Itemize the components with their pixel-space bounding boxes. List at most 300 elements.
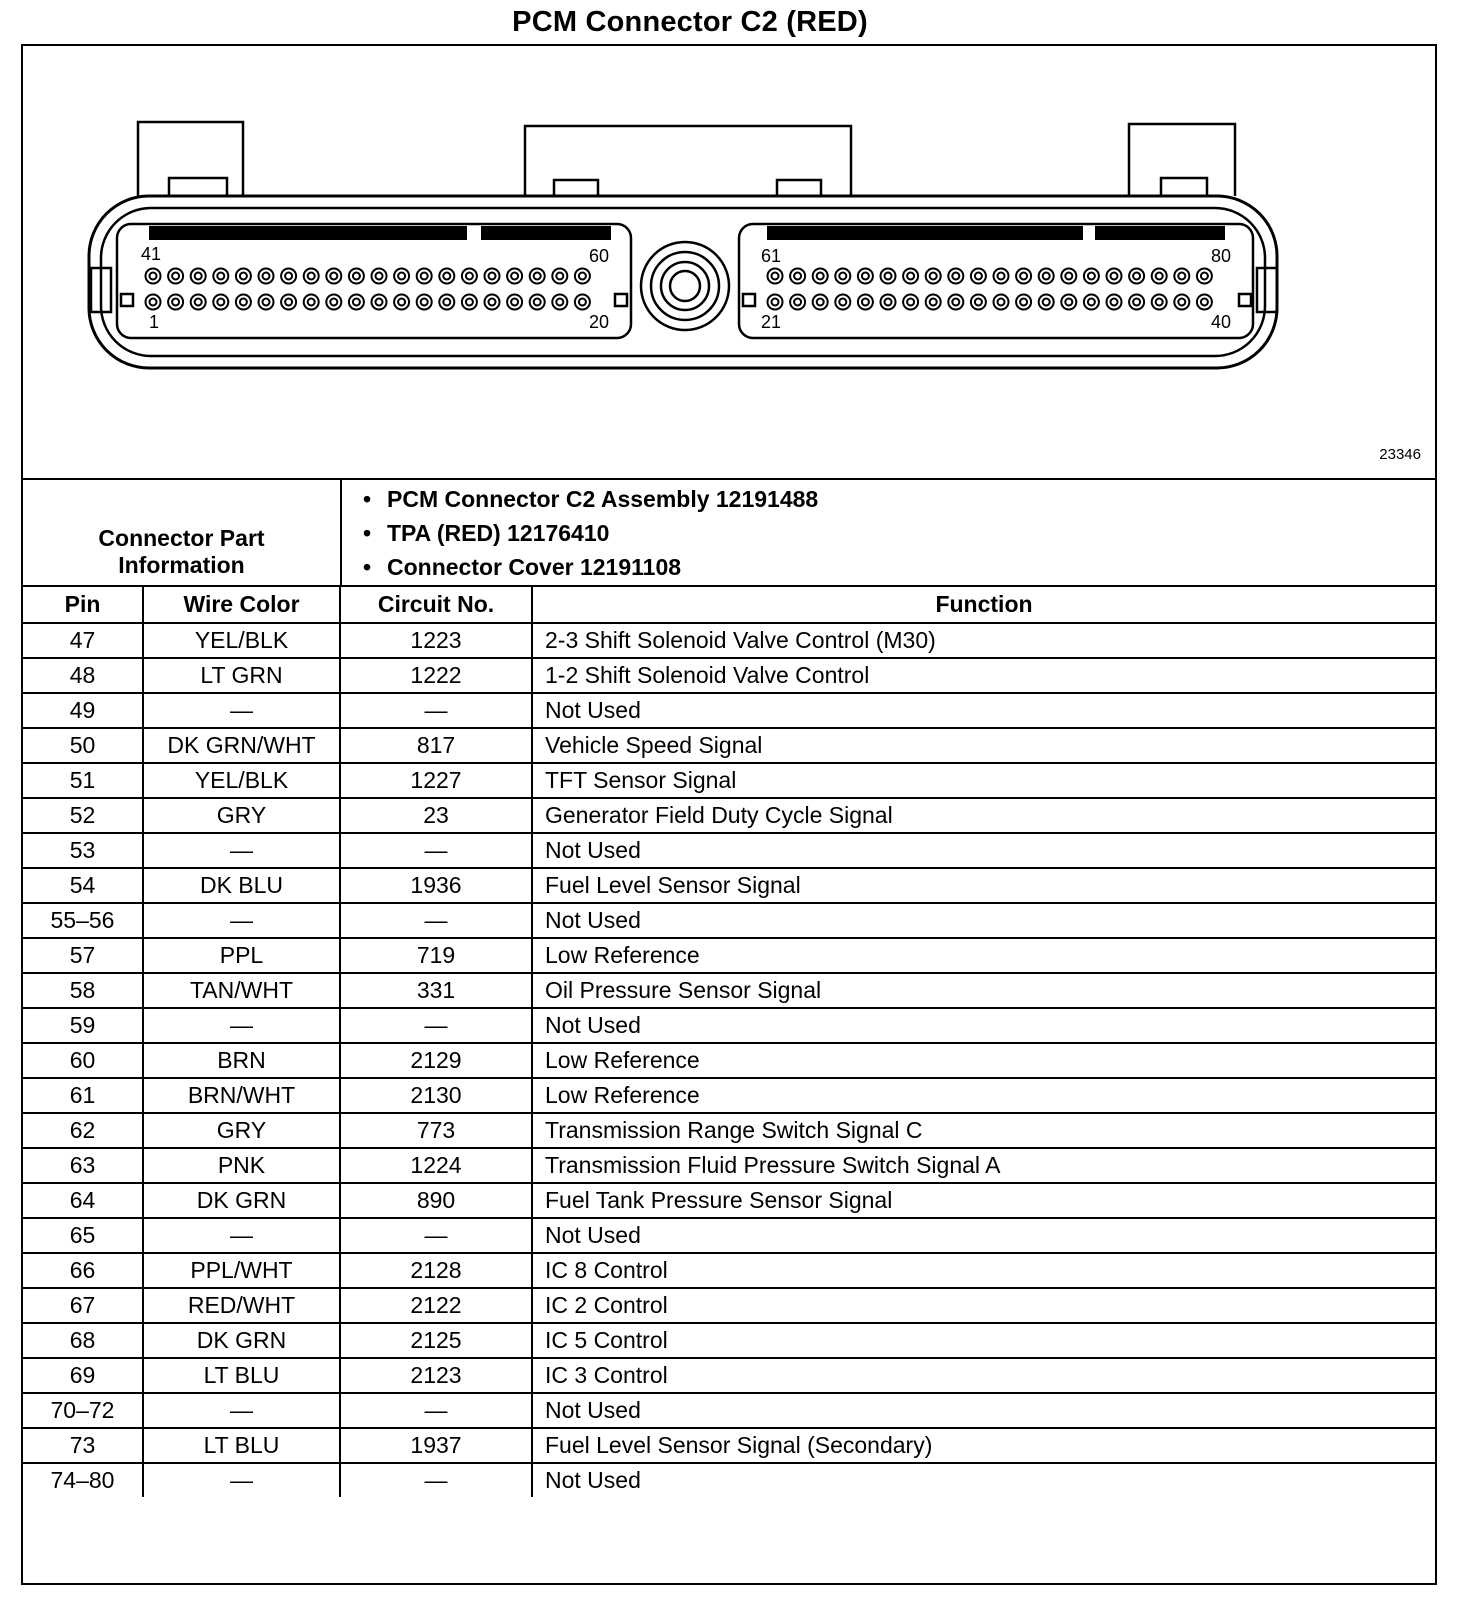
pin-cell: 57 bbox=[23, 938, 143, 973]
pin-hole-center bbox=[443, 299, 450, 306]
pin-label-21: 21 bbox=[761, 312, 782, 332]
pin-hole bbox=[530, 295, 545, 310]
pin-hole-center bbox=[1043, 273, 1050, 280]
pin-cell: 54 bbox=[23, 868, 143, 903]
pin-hole bbox=[507, 295, 522, 310]
pin-label-60: 60 bbox=[589, 246, 610, 266]
pin-hole-center bbox=[263, 299, 270, 306]
circuit-cell: 2129 bbox=[340, 1043, 532, 1078]
pin-hole-center bbox=[952, 299, 959, 306]
pin-hole-center bbox=[579, 273, 586, 280]
function-cell: Fuel Level Sensor Signal bbox=[532, 868, 1435, 903]
pin-holes bbox=[146, 269, 1212, 310]
pin-hole-center bbox=[534, 273, 541, 280]
pin-cell: 65 bbox=[23, 1218, 143, 1253]
jack-screw-core bbox=[670, 271, 700, 301]
table-row bbox=[23, 1008, 1435, 1043]
pin-label-61: 61 bbox=[761, 246, 782, 266]
pin-hole-center bbox=[443, 273, 450, 280]
pin-cell: 59 bbox=[23, 1008, 143, 1043]
pin-hole-center bbox=[975, 273, 982, 280]
pin-hole bbox=[926, 269, 941, 284]
circuit-cell: 719 bbox=[340, 938, 532, 973]
table-header-row bbox=[23, 586, 1435, 623]
jack-screw-inner bbox=[661, 262, 709, 310]
pin-hole bbox=[259, 295, 274, 310]
pin-hole-center bbox=[150, 273, 157, 280]
circuit-cell: 2123 bbox=[340, 1358, 532, 1393]
table-row bbox=[23, 798, 1435, 833]
pin-hole bbox=[552, 269, 567, 284]
pin-cell: 62 bbox=[23, 1113, 143, 1148]
pin-hole bbox=[1061, 295, 1076, 310]
pin-hole bbox=[349, 269, 364, 284]
pin-hole bbox=[462, 269, 477, 284]
circuit-cell: 2125 bbox=[340, 1323, 532, 1358]
pin-cell: 51 bbox=[23, 763, 143, 798]
connector-part-list bbox=[363, 482, 818, 584]
pin-hole-center bbox=[998, 299, 1005, 306]
right-bar-short bbox=[1095, 226, 1225, 240]
pin-hole-center bbox=[930, 273, 937, 280]
pin-hole-center bbox=[1111, 299, 1118, 306]
circuit-cell: — bbox=[340, 1393, 532, 1428]
function-cell: IC 5 Control bbox=[532, 1323, 1435, 1358]
pin-hole-center bbox=[150, 299, 157, 306]
pin-hole bbox=[1174, 269, 1189, 284]
pin-label-80: 80 bbox=[1211, 246, 1232, 266]
pin-hole bbox=[948, 269, 963, 284]
pin-cell: 69 bbox=[23, 1358, 143, 1393]
pin-hole bbox=[1039, 269, 1054, 284]
pin-hole-center bbox=[1156, 299, 1163, 306]
pin-cell: 49 bbox=[23, 693, 143, 728]
pin-hole bbox=[281, 295, 296, 310]
pin-hole-center bbox=[308, 299, 315, 306]
pin-hole-center bbox=[421, 299, 428, 306]
connector-housing-outer bbox=[89, 196, 1277, 368]
wire-color-cell: LT BLU bbox=[143, 1428, 340, 1463]
pin-hole bbox=[485, 269, 500, 284]
pin-hole bbox=[372, 269, 387, 284]
function-cell: Not Used bbox=[532, 1218, 1435, 1253]
pin-hole-center bbox=[930, 299, 937, 306]
wire-color-cell: RED/WHT bbox=[143, 1288, 340, 1323]
pin-hole bbox=[326, 295, 341, 310]
pin-hole bbox=[1016, 295, 1031, 310]
pin-hole bbox=[259, 269, 274, 284]
pin-hole-center bbox=[862, 299, 869, 306]
table-row bbox=[23, 1358, 1435, 1393]
pin-hole bbox=[168, 295, 183, 310]
pin-hole bbox=[835, 269, 850, 284]
function-cell: 1-2 Shift Solenoid Valve Control bbox=[532, 658, 1435, 693]
pin-hole bbox=[994, 269, 1009, 284]
pin-hole bbox=[926, 295, 941, 310]
pin-hole-center bbox=[353, 299, 360, 306]
pin-hole-center bbox=[1111, 273, 1118, 280]
circuit-cell: — bbox=[340, 903, 532, 938]
pin-hole bbox=[1174, 295, 1189, 310]
pin-cell: 63 bbox=[23, 1148, 143, 1183]
circuit-cell: 23 bbox=[340, 798, 532, 833]
function-cell: Low Reference bbox=[532, 1078, 1435, 1113]
pin-hole-center bbox=[172, 299, 179, 306]
pin-hole bbox=[213, 295, 228, 310]
pin-cell: 52 bbox=[23, 798, 143, 833]
pin-hole-center bbox=[975, 299, 982, 306]
table-row bbox=[23, 833, 1435, 868]
wire-color-cell: — bbox=[143, 1008, 340, 1043]
connector-diagram-panel bbox=[23, 46, 1435, 480]
pin-hole-center bbox=[839, 299, 846, 306]
wire-color-cell: PPL/WHT bbox=[143, 1253, 340, 1288]
info-label-line1: Connector Part bbox=[98, 525, 265, 551]
circuit-cell: 2128 bbox=[340, 1253, 532, 1288]
pin-hole-center bbox=[794, 273, 801, 280]
table-row bbox=[23, 1078, 1435, 1113]
pin-hole bbox=[575, 295, 590, 310]
pin-cell: 58 bbox=[23, 973, 143, 1008]
pin-hole-center bbox=[794, 299, 801, 306]
table-row bbox=[23, 1428, 1435, 1463]
pin-label-40: 40 bbox=[1211, 312, 1232, 332]
circuit-cell: — bbox=[340, 1008, 532, 1043]
function-cell: IC 3 Control bbox=[532, 1358, 1435, 1393]
wire-color-cell: PPL bbox=[143, 938, 340, 973]
pin-hole bbox=[349, 295, 364, 310]
pin-hole-center bbox=[952, 273, 959, 280]
left-bar-long bbox=[149, 226, 467, 240]
function-cell: Vehicle Speed Signal bbox=[532, 728, 1435, 763]
table-row bbox=[23, 1148, 1435, 1183]
pin-hole bbox=[304, 269, 319, 284]
function-cell: Not Used bbox=[532, 1393, 1435, 1428]
function-cell: Transmission Fluid Pressure Switch Signal A bbox=[532, 1148, 1435, 1183]
pin-hole bbox=[881, 295, 896, 310]
function-cell: Generator Field Duty Cycle Signal bbox=[532, 798, 1435, 833]
pin-hole-center bbox=[195, 273, 202, 280]
circuit-cell: 890 bbox=[340, 1183, 532, 1218]
wire-color-cell: GRY bbox=[143, 1113, 340, 1148]
pin-hole bbox=[1039, 295, 1054, 310]
pin-hole bbox=[835, 295, 850, 310]
pin-hole bbox=[1197, 295, 1212, 310]
pin-hole bbox=[1016, 269, 1031, 284]
pin-hole-center bbox=[1020, 273, 1027, 280]
pin-cell: 50 bbox=[23, 728, 143, 763]
center-latch bbox=[525, 126, 851, 196]
function-cell: Fuel Level Sensor Signal (Secondary) bbox=[532, 1428, 1435, 1463]
pin-cell: 66 bbox=[23, 1253, 143, 1288]
table-row bbox=[23, 1043, 1435, 1078]
circuit-cell: 773 bbox=[340, 1113, 532, 1148]
pin-hole-center bbox=[489, 273, 496, 280]
pin-hole-center bbox=[285, 299, 292, 306]
pin-hole-center bbox=[817, 273, 824, 280]
table-row bbox=[23, 1393, 1435, 1428]
wire-color-cell: DK BLU bbox=[143, 868, 340, 903]
function-cell: IC 8 Control bbox=[532, 1253, 1435, 1288]
function-cell: Not Used bbox=[532, 903, 1435, 938]
wire-color-cell: BRN bbox=[143, 1043, 340, 1078]
header-pin: Pin bbox=[23, 586, 143, 623]
pin-hole bbox=[417, 295, 432, 310]
pin-hole bbox=[304, 295, 319, 310]
pin-rows bbox=[23, 623, 1435, 1497]
pin-hole bbox=[146, 295, 161, 310]
pin-hole-center bbox=[398, 299, 405, 306]
pin-hole-center bbox=[534, 299, 541, 306]
circuit-cell: 1224 bbox=[340, 1148, 532, 1183]
pin-cell: 61 bbox=[23, 1078, 143, 1113]
pin-table bbox=[23, 585, 1435, 1497]
header-wire-color: Wire Color bbox=[143, 586, 340, 623]
right-latch bbox=[1129, 124, 1235, 196]
table-row bbox=[23, 1288, 1435, 1323]
table-row bbox=[23, 1183, 1435, 1218]
pin-hole bbox=[394, 295, 409, 310]
pin-hole-center bbox=[772, 299, 779, 306]
pin-hole-center bbox=[998, 273, 1005, 280]
right-key-outer bbox=[1239, 294, 1251, 306]
pin-hole bbox=[1197, 269, 1212, 284]
pin-hole bbox=[948, 295, 963, 310]
pin-hole bbox=[1129, 269, 1144, 284]
pin-hole-center bbox=[308, 273, 315, 280]
pin-hole-center bbox=[1065, 299, 1072, 306]
pin-hole-center bbox=[579, 299, 586, 306]
function-cell: IC 2 Control bbox=[532, 1288, 1435, 1323]
right-key-inner bbox=[743, 294, 755, 306]
wire-color-cell: YEL/BLK bbox=[143, 763, 340, 798]
table-row bbox=[23, 1323, 1435, 1358]
pin-hole bbox=[191, 269, 206, 284]
wire-color-cell: — bbox=[143, 693, 340, 728]
pin-hole-center bbox=[466, 273, 473, 280]
pin-hole-center bbox=[1133, 299, 1140, 306]
pin-hole-center bbox=[556, 273, 563, 280]
wire-color-cell: — bbox=[143, 833, 340, 868]
wire-color-cell: YEL/BLK bbox=[143, 623, 340, 658]
pin-hole-center bbox=[772, 273, 779, 280]
pin-hole bbox=[813, 269, 828, 284]
pin-hole-center bbox=[217, 299, 224, 306]
connector-part-info bbox=[23, 478, 1435, 587]
pin-hole-center bbox=[217, 273, 224, 280]
pin-hole-center bbox=[1020, 299, 1027, 306]
pin-cell: 73 bbox=[23, 1428, 143, 1463]
pin-hole bbox=[768, 295, 783, 310]
function-cell: Transmission Range Switch Signal C bbox=[532, 1113, 1435, 1148]
header-function: Function bbox=[532, 586, 1435, 623]
pin-hole-center bbox=[330, 273, 337, 280]
wire-color-cell: LT BLU bbox=[143, 1358, 340, 1393]
pin-hole bbox=[417, 269, 432, 284]
pin-hole bbox=[813, 295, 828, 310]
circuit-cell: 817 bbox=[340, 728, 532, 763]
pin-hole-center bbox=[839, 273, 846, 280]
pin-hole bbox=[994, 295, 1009, 310]
pin-hole bbox=[881, 269, 896, 284]
right-side-clip bbox=[1257, 268, 1277, 312]
wire-color-cell: — bbox=[143, 1463, 340, 1497]
pin-hole-center bbox=[1178, 299, 1185, 306]
pin-hole-center bbox=[195, 299, 202, 306]
pin-hole-center bbox=[1201, 273, 1208, 280]
pin-hole-center bbox=[1065, 273, 1072, 280]
pin-cell: 68 bbox=[23, 1323, 143, 1358]
pin-hole-center bbox=[907, 299, 914, 306]
center-latch-slot-right bbox=[777, 180, 821, 196]
pin-hole bbox=[1084, 295, 1099, 310]
pin-cell: 74–80 bbox=[23, 1463, 143, 1497]
pin-hole-center bbox=[376, 299, 383, 306]
circuit-cell: — bbox=[340, 1218, 532, 1253]
circuit-cell: — bbox=[340, 1463, 532, 1497]
part-item: • Connector Cover 12191108 bbox=[363, 550, 818, 584]
pin-hole bbox=[1084, 269, 1099, 284]
pin-hole bbox=[530, 269, 545, 284]
pin-hole bbox=[462, 295, 477, 310]
pin-cell: 70–72 bbox=[23, 1393, 143, 1428]
table-row bbox=[23, 1463, 1435, 1497]
table-row bbox=[23, 623, 1435, 658]
wire-color-cell: TAN/WHT bbox=[143, 973, 340, 1008]
connector-face-diagram bbox=[23, 46, 1435, 476]
circuit-cell: 2130 bbox=[340, 1078, 532, 1113]
table-row bbox=[23, 658, 1435, 693]
pin-hole bbox=[1107, 269, 1122, 284]
pin-hole-center bbox=[240, 299, 247, 306]
right-bar-long bbox=[767, 226, 1083, 240]
figure-number: 23346 bbox=[1379, 446, 1421, 463]
pin-hole-center bbox=[263, 273, 270, 280]
pin-hole bbox=[903, 269, 918, 284]
pin-hole-center bbox=[907, 273, 914, 280]
circuit-cell: 1937 bbox=[340, 1428, 532, 1463]
pin-hole bbox=[439, 295, 454, 310]
function-cell: 2-3 Shift Solenoid Valve Control (M30) bbox=[532, 623, 1435, 658]
pin-hole-center bbox=[556, 299, 563, 306]
pin-hole bbox=[1129, 295, 1144, 310]
pin-hole-center bbox=[285, 273, 292, 280]
pin-hole-center bbox=[1178, 273, 1185, 280]
pin-hole bbox=[394, 269, 409, 284]
wire-color-cell: DK GRN/WHT bbox=[143, 728, 340, 763]
pin-cell: 53 bbox=[23, 833, 143, 868]
pin-hole bbox=[552, 295, 567, 310]
pin-cell: 48 bbox=[23, 658, 143, 693]
pin-hole-center bbox=[376, 273, 383, 280]
pin-hole-center bbox=[1088, 299, 1095, 306]
part-item: • PCM Connector C2 Assembly 12191488 bbox=[363, 482, 818, 516]
circuit-cell: — bbox=[340, 833, 532, 868]
table-row bbox=[23, 1253, 1435, 1288]
pin-cell: 64 bbox=[23, 1183, 143, 1218]
connector-frame bbox=[21, 44, 1437, 1585]
function-cell: Not Used bbox=[532, 693, 1435, 728]
table-row bbox=[23, 1113, 1435, 1148]
pin-hole bbox=[858, 295, 873, 310]
pin-hole-center bbox=[817, 299, 824, 306]
function-cell: Not Used bbox=[532, 1008, 1435, 1043]
circuit-cell: 1936 bbox=[340, 868, 532, 903]
part-item: • TPA (RED) 12176410 bbox=[363, 516, 818, 550]
function-cell: Low Reference bbox=[532, 1043, 1435, 1078]
wire-color-cell: — bbox=[143, 1393, 340, 1428]
pin-hole bbox=[485, 295, 500, 310]
pin-hole bbox=[1152, 269, 1167, 284]
wire-color-cell: PNK bbox=[143, 1148, 340, 1183]
wire-color-cell: DK GRN bbox=[143, 1183, 340, 1218]
table-row bbox=[23, 868, 1435, 903]
function-cell: TFT Sensor Signal bbox=[532, 763, 1435, 798]
pin-hole bbox=[1061, 269, 1076, 284]
pin-label-20: 20 bbox=[589, 312, 610, 332]
circuit-cell: 2122 bbox=[340, 1288, 532, 1323]
pin-hole-center bbox=[885, 299, 892, 306]
pin-hole bbox=[439, 269, 454, 284]
left-key-inner bbox=[615, 294, 627, 306]
circuit-cell: — bbox=[340, 693, 532, 728]
wire-color-cell: BRN/WHT bbox=[143, 1078, 340, 1113]
wire-color-cell: LT GRN bbox=[143, 658, 340, 693]
pin-hole bbox=[146, 269, 161, 284]
table-row bbox=[23, 728, 1435, 763]
table-row bbox=[23, 903, 1435, 938]
function-cell: Not Used bbox=[532, 833, 1435, 868]
info-label-line2: Information bbox=[118, 552, 245, 578]
jack-screw-outer bbox=[641, 242, 729, 330]
pin-hole bbox=[372, 295, 387, 310]
pin-cell: 60 bbox=[23, 1043, 143, 1078]
pin-hole bbox=[903, 295, 918, 310]
pin-hole bbox=[168, 269, 183, 284]
pin-label-1: 1 bbox=[149, 312, 160, 332]
pin-hole bbox=[236, 269, 251, 284]
pin-hole-center bbox=[1201, 299, 1208, 306]
pin-hole-center bbox=[1156, 273, 1163, 280]
pin-hole-center bbox=[1043, 299, 1050, 306]
left-latch-slot bbox=[169, 178, 227, 196]
pin-hole bbox=[858, 269, 873, 284]
pin-hole-center bbox=[240, 273, 247, 280]
connector-part-info-label bbox=[23, 478, 342, 585]
pin-hole-center bbox=[511, 299, 518, 306]
table-row bbox=[23, 763, 1435, 798]
pin-hole-center bbox=[862, 273, 869, 280]
header-circuit: Circuit No. bbox=[340, 586, 532, 623]
pin-cell: 47 bbox=[23, 623, 143, 658]
circuit-cell: 1223 bbox=[340, 623, 532, 658]
function-cell: Fuel Tank Pressure Sensor Signal bbox=[532, 1183, 1435, 1218]
left-bar-short bbox=[481, 226, 611, 240]
wire-color-cell: GRY bbox=[143, 798, 340, 833]
circuit-cell: 1227 bbox=[340, 763, 532, 798]
pin-hole bbox=[191, 295, 206, 310]
table-row bbox=[23, 973, 1435, 1008]
pin-hole bbox=[213, 269, 228, 284]
pin-hole-center bbox=[885, 273, 892, 280]
pin-cell: 55–56 bbox=[23, 903, 143, 938]
pin-hole bbox=[971, 269, 986, 284]
center-latch-slot-left bbox=[554, 180, 598, 196]
pin-hole bbox=[575, 269, 590, 284]
pin-hole bbox=[790, 295, 805, 310]
left-key-outer bbox=[121, 294, 133, 306]
table-row bbox=[23, 1218, 1435, 1253]
